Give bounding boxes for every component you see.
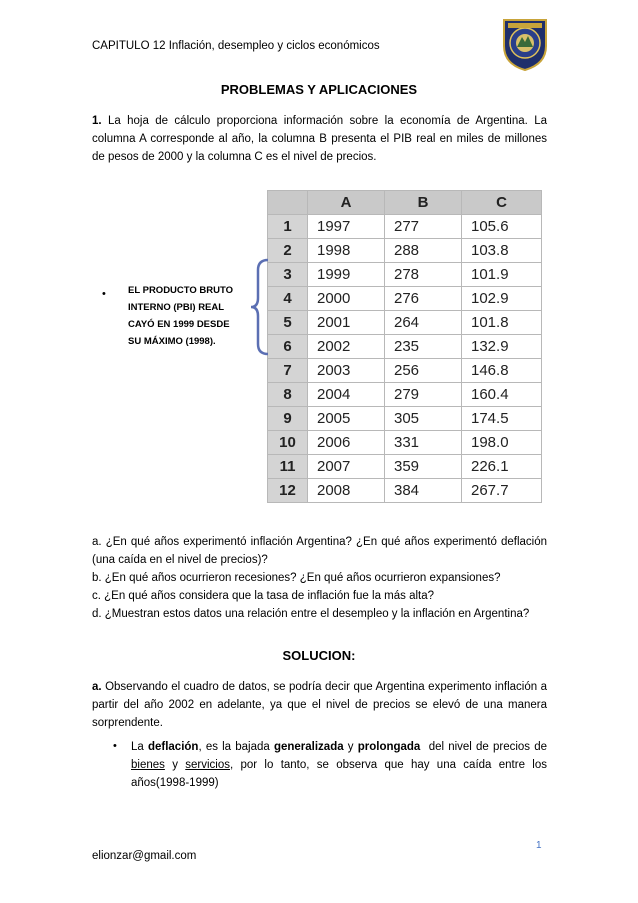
curly-brace-icon	[248, 258, 272, 356]
problems-title: PROBLEMAS Y APLICACIONES	[220, 82, 418, 97]
term-prolongada: prolongada	[357, 741, 421, 753]
price-level-cell: 132.9	[462, 335, 542, 359]
column-header-c: C	[462, 191, 542, 215]
column-header-b: B	[385, 191, 462, 215]
header-title: CAPITULO 12 Inflación, desempleo y ciclos económicos	[92, 40, 380, 52]
row-number: 9	[268, 407, 308, 431]
price-level-cell: 101.9	[462, 263, 542, 287]
year-cell: 2004	[308, 383, 385, 407]
price-level-cell: 105.6	[462, 215, 542, 239]
price-level-cell: 160.4	[462, 383, 542, 407]
page-number: 1	[536, 840, 542, 851]
price-level-cell: 226.1	[462, 455, 542, 479]
row-number: 8	[268, 383, 308, 407]
gdp-cell: 276	[385, 287, 462, 311]
university-seal-logo	[500, 16, 550, 72]
gdp-cell: 277	[385, 215, 462, 239]
corner-cell	[268, 191, 308, 215]
intro-number: 1.	[92, 115, 102, 127]
price-level-cell: 102.9	[462, 287, 542, 311]
year-cell: 2007	[308, 455, 385, 479]
row-number: 1	[268, 215, 308, 239]
row-number: 4	[268, 287, 308, 311]
row-number: 3	[268, 263, 308, 287]
gdp-cell: 279	[385, 383, 462, 407]
table-row	[268, 383, 542, 407]
year-cell: 1999	[308, 263, 385, 287]
row-number: 11	[268, 455, 308, 479]
table-row	[268, 455, 542, 479]
annotation-bullet: •	[102, 288, 106, 300]
row-number: 7	[268, 359, 308, 383]
gdp-cell: 359	[385, 455, 462, 479]
year-cell: 1997	[308, 215, 385, 239]
definition-paragraph: La deflación, es la bajada generalizada y prolongada del nivel de precios de bienes y servicios, por lo tanto, se observa que hay una caída entre los años(1998-1999)	[131, 741, 548, 789]
gdp-cell: 288	[385, 239, 462, 263]
term-generalizada: generalizada	[273, 741, 344, 753]
intro-text: La hoja de cálculo proporciona información sobre la economía de Argentina. La columna A corresponde al año, la columna B presenta el PIB real en miles de millones de pesos de 2000 y la columna C es el nivel de precios.	[92, 115, 547, 163]
gdp-cell: 384	[385, 479, 462, 503]
spreadsheet	[267, 190, 542, 503]
price-level-cell: 101.8	[462, 311, 542, 335]
table-row	[268, 239, 542, 263]
spreadsheet-table	[267, 190, 542, 503]
solution-title: SOLUCION:	[282, 648, 356, 663]
price-level-cell: 146.8	[462, 359, 542, 383]
question-b: b. ¿En qué años ocurrieron recesiones? ¿En qué años ocurrieron expansiones?	[92, 572, 501, 584]
question-a: a. ¿En qué años experimentó inflación Argentina? ¿En qué años experimentó deflación (una caída en el nivel de precios)?	[92, 536, 547, 566]
table-row	[268, 287, 542, 311]
table-row	[268, 263, 542, 287]
answer-text: Observando el cuadro de datos, se podría decir que Argentina experimento inflación a partir del año 2002 en adelante, ya que el nivel de precios se elevó de una manera sorprendente.	[92, 681, 547, 729]
table-row	[268, 407, 542, 431]
price-level-cell: 198.0	[462, 431, 542, 455]
answer-paragraph	[92, 678, 547, 732]
year-cell: 2000	[308, 287, 385, 311]
gdp-cell: 305	[385, 407, 462, 431]
gdp-cell: 278	[385, 263, 462, 287]
year-cell: 2001	[308, 311, 385, 335]
gdp-cell: 235	[385, 335, 462, 359]
table-row	[268, 215, 542, 239]
spreadsheet-header-row	[268, 191, 542, 215]
row-number: 6	[268, 335, 308, 359]
questions-list	[92, 533, 547, 623]
row-number: 5	[268, 311, 308, 335]
year-cell: 2006	[308, 431, 385, 455]
year-cell: 2002	[308, 335, 385, 359]
year-cell: 2003	[308, 359, 385, 383]
row-number: 2	[268, 239, 308, 263]
link-bienes[interactable]: bienes	[131, 759, 165, 771]
gdp-cell: 256	[385, 359, 462, 383]
price-level-cell: 103.8	[462, 239, 542, 263]
price-level-cell: 267.7	[462, 479, 542, 503]
table-row	[268, 431, 542, 455]
table-row	[268, 359, 542, 383]
footer-email: elionzar@gmail.com	[92, 850, 197, 862]
column-header-a: A	[308, 191, 385, 215]
row-number: 10	[268, 431, 308, 455]
year-cell: 1998	[308, 239, 385, 263]
question-c: c. ¿En qué años considera que la tasa de inflación fue la más alta?	[92, 590, 435, 602]
link-servicios[interactable]: servicios	[185, 759, 230, 771]
annotation-text: EL PRODUCTO BRUTO INTERNO (PBI) REAL CAYÓ EN 1999 DESDE SU MÁXIMO (1998).	[128, 285, 234, 347]
intro-paragraph	[92, 112, 547, 166]
price-level-cell: 174.5	[462, 407, 542, 431]
table-row	[268, 479, 542, 503]
term-deflacion: deflación	[147, 741, 199, 753]
year-cell: 2005	[308, 407, 385, 431]
gdp-cell: 331	[385, 431, 462, 455]
answer-label: a.	[92, 681, 102, 693]
row-number: 12	[268, 479, 308, 503]
table-row	[268, 311, 542, 335]
gdp-cell: 264	[385, 311, 462, 335]
year-cell: 2008	[308, 479, 385, 503]
table-row	[268, 335, 542, 359]
question-d: d. ¿Muestran estos datos una relación entre el desempleo y la inflación en Argentina?	[92, 608, 530, 620]
definition-bullet: •	[113, 740, 117, 752]
